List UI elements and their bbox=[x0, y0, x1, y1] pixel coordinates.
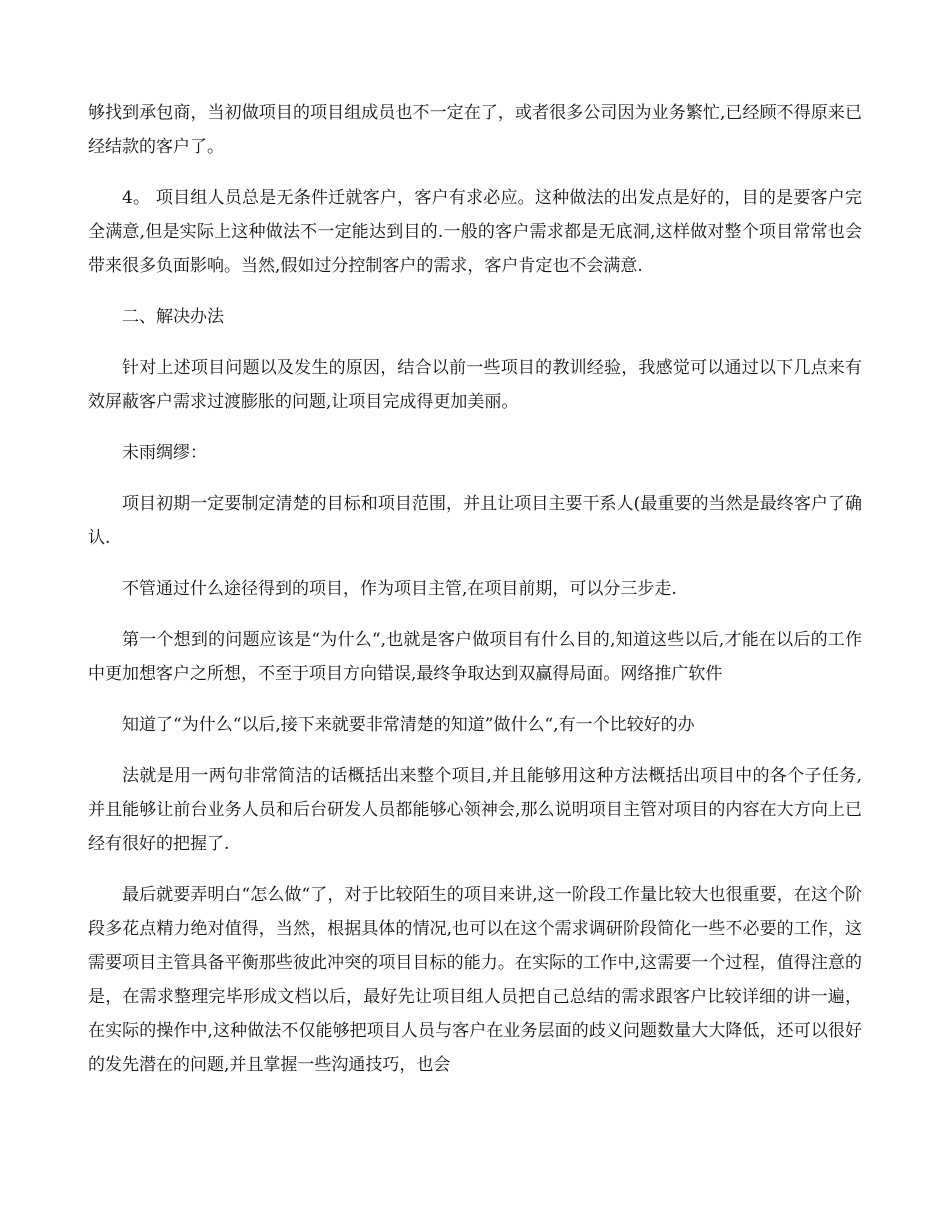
paragraph-summary-method: 法就是用一两句非常简洁的话概括出来整个项目,并且能够用这种方法概括出项目中的各个子任务,并且能够让前台业务人员和后台研发人员都能够心领神会,那么说明项目主管对项目的内容在大方向上已经有很好的把握了. bbox=[88, 766, 862, 854]
paragraph-continuation: 够找到承包商，当初做项目的项目组成员也不一定在了，或者很多公司因为业务繁忙,已经顾不得原来已经结款的客户了。 bbox=[88, 103, 862, 157]
section-heading-solutions: 二、解决办法 bbox=[122, 307, 224, 327]
paragraph-step-how: 最后就要弄明白“怎么做“了，对于比较陌生的项目来讲,这一阶段工作量比较大也很重要，在这个阶段多花点精力绝对值得，当然，根据具体的情况,也可以在这个需求调研阶段简化一些不必要的工作，这需要项目主管具备平衡那些彼此冲突的项目目标的能力。在实际的工作中,这需要一个过程，值得注意的是，在需求整理完毕形成文档以后，最好先让项目组人员把自己总结的需求跟客户比较详细的讲一遍，在实际的操作中,这种做法不仅能够把项目人员与客户在业务层面的歧义问题数量大大降低，还可以很好的发先潜在的问题,并且掌握一些沟通技巧，也会 bbox=[88, 885, 862, 1075]
paragraph-step-what: 知道了“为什么“以后,接下来就要非常清楚的知道”做什么“,有一个比较好的办 bbox=[122, 715, 695, 735]
paragraph-step-why: 第一个想到的问题应该是“为什么“,也就是客户做项目有什么目的,知道这些以后,才能在以后的工作中更加想客户之所想，不至于项目方向错误,最终争取达到双赢得局面。网络推广软件 bbox=[88, 630, 862, 684]
document-page bbox=[88, 96, 862, 1099]
subheading-plan-ahead: 未雨绸缪： bbox=[122, 443, 207, 463]
paragraph-item-4: 4。 项目组人员总是无条件迁就客户，客户有求必应。这种做法的出发点是好的，目的是要客户完全满意,但是实际上这种做法不一定能达到目的.一般的客户需求都是无底洞,这样做对整个项目常常也会带来很多负面影响。当然,假如过分控制客户的需求，客户肯定也不会满意. bbox=[88, 188, 862, 276]
paragraph-three-steps: 不管通过什么途径得到的项目，作为项目主管,在项目前期，可以分三步走. bbox=[122, 579, 677, 599]
paragraph-scope: 项目初期一定要制定清楚的目标和项目范围，并且让项目主要干系人(最重要的当然是最终客户了确认. bbox=[88, 494, 862, 548]
paragraph-intro-solutions: 针对上述项目问题以及发生的原因，结合以前一些项目的教训经验，我感觉可以通过以下几点来有效屏蔽客户需求过渡膨胀的问题,让项目完成得更加美丽。 bbox=[88, 358, 862, 412]
